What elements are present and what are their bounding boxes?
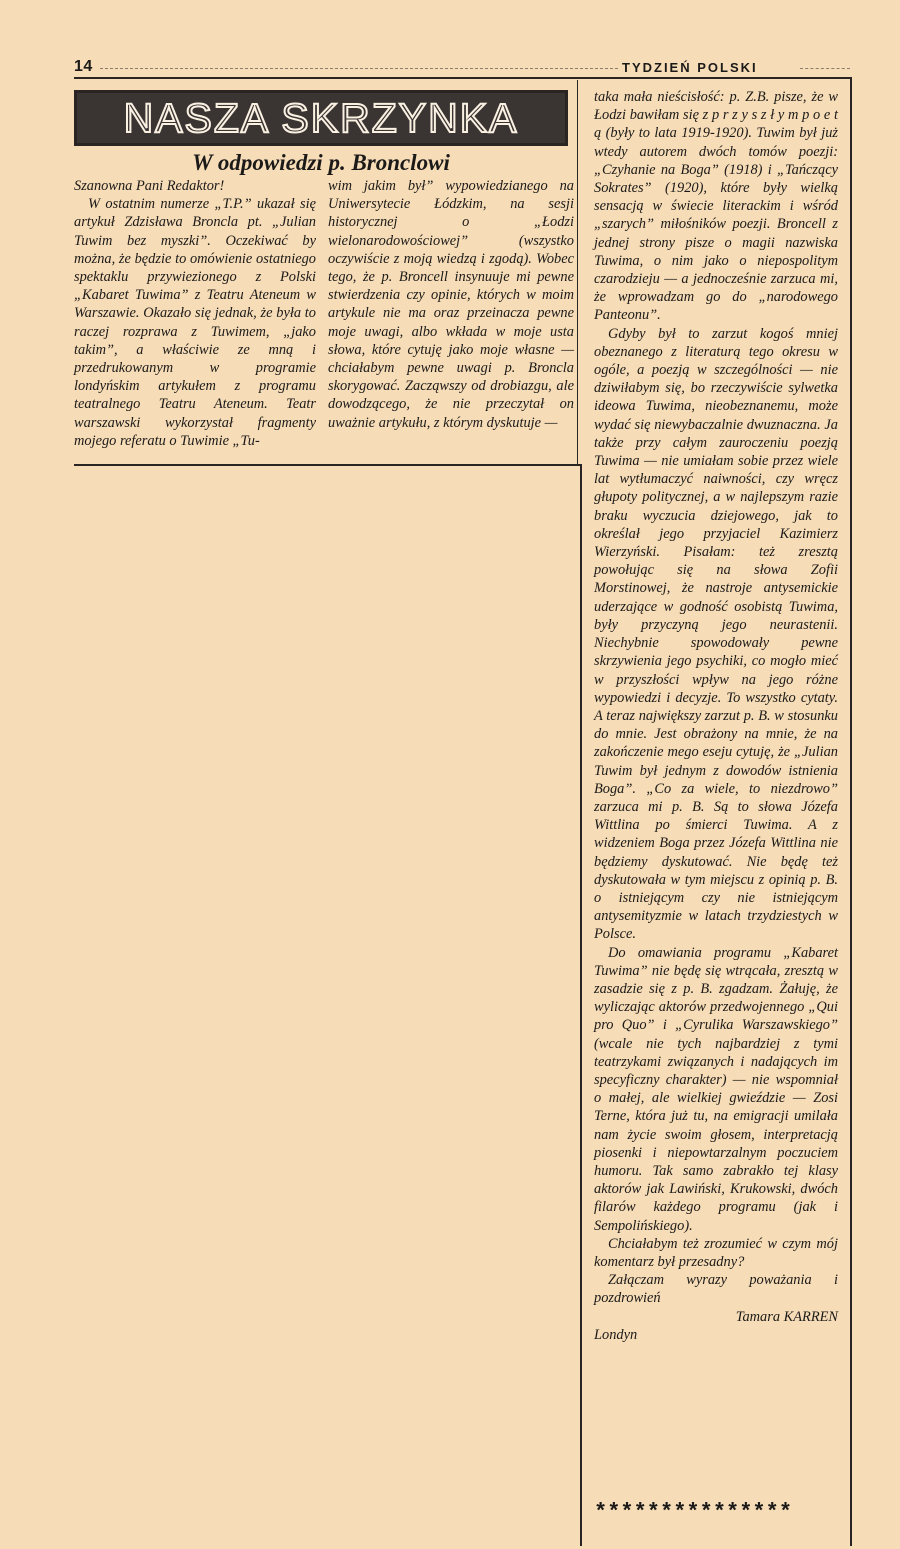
paragraph: taka mała nieścisłość: p. Z.B. pisze, że w Łodzi bawiłam się z p r z y s z ł y m p o e t ą (były to lata 1919-1920). Tuwim był już wtedy autorem dwóch tomów poezji: „Czyhanie na Boga” (1918) i „Tańczący Sokrates” (1920), które były wielką sensacją w świecie literackim i wśród „szarych” miłośników poezji. Broncell z jednej strony pisze o magii nazwiska Tuwima, o nim jako o niepospolitym czarodzieju — a jednocześnie zarzuca mi, że wprowadzam go do „narodowego Panteonu”. xyxy=(594,89,838,324)
paragraph: Chciałabym też zrozumieć w czym mój komentarz był przesadny? xyxy=(594,1235,838,1270)
column-1 xyxy=(74,177,316,450)
column-divider-right xyxy=(850,77,852,1546)
section-bottom-rule xyxy=(74,464,580,466)
paragraph: Gdyby był to zarzut kogoś mniej obeznanego z literaturą tego okresu w ogóle, a poezją w szczególności — nie dziwiłabym się, bo rzeczywiście sylwetka ideowa Tuwima, nieobeznanemu, może wydać się niewybaczalnie dwuznaczna. Ja także przy całym zauroczeniu poezją Tuwima — nie umiałam sobie przez wiele lat wytłumaczyć naiwności, czy wręcz głupoty politycznej, a w najlepszym razie braku wyczucia dziejowego, jak to określał jego przyjaciel Kazimierz Wierzyński. Pisałam: też zresztą powołując się na słowa Zofii Morstinowej, że nastroje antysemickie uderzające w godność osobistą Tuwima, były przyczyną jego neurastenii. Niechybnie spowodowały pewne skrzywienia jego psychiki, co mogło mieć w przyszłości wpływ na jego różne wypowiedzi i decyzje. To wszystko cytaty. A teraz największy zarzut p. B. w stosunku do mnie. Jest obrażony na mnie, że na zakończenie mego eseju cytuję, że „Julian Tuwim był jednym z dowodów istnienia Boga”. „Co za wiele, to niezdrowo” zarzuca mi p. B. Są to słowa Józefa Wittlina po śmierci Tuwima. A z widzeniem Boga przez Józefa Wittlina nie będziemy dyskutować. Nie będę też dyskutowała w tym miejscu z opinią p. B. o istniejącym czy nie istniejącym antysemityzmie w latach trzydziestych w Polsce. xyxy=(594,325,838,943)
banner-title: NASZA SKRZYNKA xyxy=(123,94,519,141)
ornament-stars: *************** xyxy=(594,1500,793,1525)
column-divider xyxy=(577,80,578,464)
column-3 xyxy=(594,88,838,1344)
salutation: Szanowna Pani Redaktor! xyxy=(74,178,225,194)
page-header xyxy=(74,58,850,78)
signature-name: Tamara KARREN xyxy=(735,1308,838,1325)
header-rule xyxy=(74,77,850,79)
header-dashed-rule xyxy=(100,68,618,69)
article-title: W odpowiedzi p. Bronclowi xyxy=(192,150,450,175)
column-divider-left xyxy=(580,464,582,1546)
closing-line: Załączam wyrazy poważania i pozdrowień xyxy=(594,1272,838,1307)
paragraph: wim jakim był” wypowiedzianego na Uniwersytecie Łódzkim, na sesji historycznej o „Łodzi wielonarodowościowej” (wszystko oczywiście z moją wiedzą i zgodą). Wobec tego, że p. Broncell insynuuje mi pewne stwierdzenia czy opinie, których w moim artykule nie ma oraz przeinacza pewne moje uwagi, albo wkłada w moje usta słowa, które cytuję jako moje własne — chciałabym pewne uwagi p. Broncla skorygować. Zacząwszy od drobiazgu, ale dowodzącego, że nie przeczytał on uważnie artykułu, z którym dyskutuje — xyxy=(328,178,574,431)
page-number: 14 xyxy=(74,58,93,75)
paragraph: Do omawiania programu „Kabaret Tuwima” nie będę się wtrącała, zresztą w zasadzie się z p. B. zgadzam. Żałuję, że wyliczając aktorów przedwojennego „Qui pro Quo” i „Cyrulika Warszawskiego” (wcale nie tych najbardziej z tymi teatrzykami związanych i nadających im specyficzny charakter) — nie wspomniał o małej, ale wielkiej gwieździe — Zosi Terne, która już tu, na emigracji umilała nam życie swoim głosem, interpretacją piosenki i niepowtarzalnym poczuciem humoru. Tak samo zabrakło tej klasy aktorów jak Lawiński, Krukowski, dwóch filarów każdego programu (jak i Sempolińskiego). xyxy=(594,944,838,1234)
publication-title: TYDZIEŃ POLSKI xyxy=(622,60,758,75)
section-banner xyxy=(74,90,568,146)
signature-place: Londyn xyxy=(594,1326,638,1343)
header-dashed-rule-right xyxy=(800,68,850,69)
column-2 xyxy=(328,177,574,432)
paragraph: W ostatnim numerze „T.P.” ukazał się artykuł Zdzisława Broncla pt. „Julian Tuwim bez myszki”. Oczekiwać by można, że będzie to omówienie ostatniego spektaklu przywiezionego z Polski „Kabaret Tuwima” z Teatru Ateneum w Warszawie. Okazało się jednak, że była to raczej rozprawa z Tuwimem, „jako takim”, a właściwie ze mną i przedrukowanym w programie londyńskim artykułem z programu teatralnego Teatru Ateneum. Teatr warszawski wykorzystał fragmenty mojego referatu o Tuwimie „Tu- xyxy=(74,196,316,449)
